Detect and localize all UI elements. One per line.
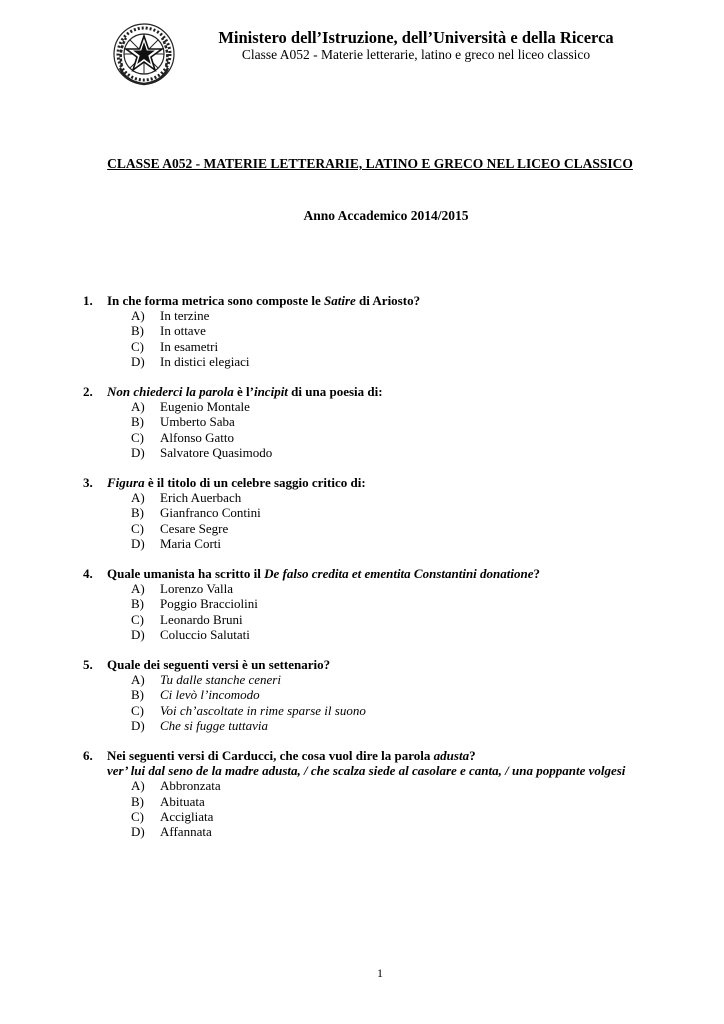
option-letter: C) bbox=[131, 338, 144, 354]
answer-option bbox=[131, 687, 366, 702]
question-text-part: Nei seguenti versi di Carducci, che cosa vuol dire la parola bbox=[107, 748, 434, 763]
question-text-part: è l’ bbox=[233, 384, 254, 399]
document-heading: CLASSE A052 - MATERIE LETTERARIE, LATINO E GRECO NEL LICEO CLASSICO bbox=[107, 156, 633, 171]
question-text bbox=[107, 293, 420, 308]
option-text: Coluccio Salutati bbox=[160, 626, 250, 642]
option-text: In distici elegiaci bbox=[160, 353, 250, 369]
answer-options bbox=[131, 399, 272, 460]
option-text: Abituata bbox=[160, 793, 205, 809]
option-letter: B) bbox=[131, 793, 144, 809]
answer-option bbox=[131, 339, 250, 354]
option-letter: A) bbox=[131, 778, 145, 794]
option-letter: C) bbox=[131, 611, 144, 627]
question-text-part: Quale dei seguenti versi è un settenario? bbox=[107, 657, 331, 672]
answer-options bbox=[131, 778, 221, 839]
academic-year: Anno Accademico 2014/2015 bbox=[303, 208, 469, 223]
option-letter: C) bbox=[131, 520, 144, 536]
answer-options bbox=[131, 672, 366, 733]
question-text-part: incipit bbox=[253, 384, 288, 399]
answer-options bbox=[131, 308, 250, 369]
option-letter: C) bbox=[131, 429, 144, 445]
option-letter: B) bbox=[131, 414, 144, 430]
question-number: 5. bbox=[83, 657, 93, 672]
answer-option bbox=[131, 581, 258, 596]
question-number: 4. bbox=[83, 566, 93, 581]
answer-option bbox=[131, 824, 221, 839]
option-text: Lorenzo Valla bbox=[160, 581, 234, 597]
question-text-part: Figura bbox=[107, 475, 145, 490]
answer-option bbox=[131, 778, 221, 793]
option-text: Tu dalle stanche ceneri bbox=[160, 672, 281, 688]
option-letter: A) bbox=[131, 308, 145, 324]
question-text-part: di una poesia di: bbox=[287, 384, 383, 399]
answer-option bbox=[131, 323, 250, 338]
question-text-part: adusta bbox=[433, 748, 470, 763]
option-letter: C) bbox=[131, 808, 144, 824]
option-text: Accigliata bbox=[160, 808, 214, 824]
option-text: Umberto Saba bbox=[160, 414, 235, 430]
question-text bbox=[107, 475, 366, 490]
answer-option bbox=[131, 718, 366, 733]
question-number: 2. bbox=[83, 384, 93, 399]
option-text: Ci levò l’incomodo bbox=[160, 687, 260, 703]
answer-option bbox=[131, 445, 272, 460]
option-text: In terzine bbox=[160, 308, 210, 324]
option-text: Maria Corti bbox=[160, 535, 222, 551]
answer-options bbox=[131, 490, 261, 551]
option-letter: B) bbox=[131, 596, 144, 612]
option-text: Poggio Bracciolini bbox=[160, 596, 258, 612]
option-text: Cesare Segre bbox=[160, 520, 229, 536]
option-text: Salvatore Quasimodo bbox=[160, 444, 273, 460]
option-letter: D) bbox=[131, 626, 145, 642]
question-text-part: Satire bbox=[323, 293, 356, 308]
option-text: Abbronzata bbox=[160, 778, 221, 794]
ministry-subtitle: Classe A052 - Materie letterarie, latino e greco nel liceo classico bbox=[241, 47, 591, 62]
answer-option bbox=[131, 627, 258, 642]
answer-option bbox=[131, 430, 272, 445]
option-letter: A) bbox=[131, 672, 145, 688]
option-text: In esametri bbox=[160, 338, 219, 354]
ministry-title: Ministero dell’Istruzione, dell’Università e della Ricerca bbox=[218, 28, 614, 47]
answer-option bbox=[131, 809, 221, 824]
question-number: 1. bbox=[83, 293, 93, 308]
option-letter: D) bbox=[131, 535, 145, 551]
option-letter: D) bbox=[131, 823, 145, 839]
option-text: Eugenio Montale bbox=[160, 399, 250, 415]
question-text bbox=[107, 384, 383, 399]
question-number: 6. bbox=[83, 748, 93, 763]
italian-republic-emblem-icon bbox=[112, 22, 176, 86]
question-number: 3. bbox=[83, 475, 93, 490]
question-text-part: ? bbox=[533, 566, 540, 581]
question-text bbox=[107, 748, 476, 763]
question-text-part: è il titolo di un celebre saggio critico di: bbox=[144, 475, 366, 490]
option-letter: B) bbox=[131, 505, 144, 521]
answer-option bbox=[131, 794, 221, 809]
question-text-part: In che forma metrica sono composte le bbox=[107, 293, 324, 308]
question-text-part: Quale umanista ha scritto il bbox=[107, 566, 265, 581]
option-text: Voi ch’ascoltate in rime sparse il suono bbox=[160, 702, 366, 718]
option-text: Alfonso Gatto bbox=[160, 429, 235, 445]
answer-option bbox=[131, 536, 261, 551]
answer-option bbox=[131, 703, 366, 718]
answer-option bbox=[131, 354, 250, 369]
question-text-part: ? bbox=[469, 748, 476, 763]
option-text: Leonardo Bruni bbox=[160, 611, 243, 627]
answer-option bbox=[131, 505, 261, 520]
option-text: In ottave bbox=[160, 323, 206, 339]
option-letter: B) bbox=[131, 687, 144, 703]
answer-option bbox=[131, 672, 366, 687]
question-text-part: Non chiederci la parola bbox=[107, 384, 234, 399]
option-text: Gianfranco Contini bbox=[160, 505, 261, 521]
answer-option bbox=[131, 308, 250, 323]
option-letter: A) bbox=[131, 399, 145, 415]
option-text: Affannata bbox=[160, 823, 212, 839]
option-letter: C) bbox=[131, 702, 144, 718]
answer-option bbox=[131, 490, 261, 505]
answer-option bbox=[131, 612, 258, 627]
option-text: Che si fugge tuttavia bbox=[160, 717, 268, 733]
option-letter: D) bbox=[131, 353, 145, 369]
answer-option bbox=[131, 414, 272, 429]
answer-option bbox=[131, 399, 272, 414]
option-letter: D) bbox=[131, 717, 145, 733]
option-letter: A) bbox=[131, 581, 145, 597]
question-text-part: De falso credita et ementita Constantini donatione bbox=[264, 566, 534, 581]
option-letter: D) bbox=[131, 444, 145, 460]
question-text-part: di Ariosto? bbox=[355, 293, 421, 308]
page-number: 1 bbox=[377, 966, 383, 980]
option-letter: B) bbox=[131, 323, 144, 339]
answer-options bbox=[131, 581, 258, 642]
question-text bbox=[107, 657, 330, 672]
answer-option bbox=[131, 521, 261, 536]
answer-option bbox=[131, 596, 258, 611]
question-quote: ver’ lui dal seno de la madre adusta, / che scalza siede al casolare e canta, / una poppante volgesi bbox=[107, 763, 626, 779]
option-letter: A) bbox=[131, 490, 145, 506]
option-text: Erich Auerbach bbox=[160, 490, 242, 506]
question-text bbox=[107, 566, 540, 581]
